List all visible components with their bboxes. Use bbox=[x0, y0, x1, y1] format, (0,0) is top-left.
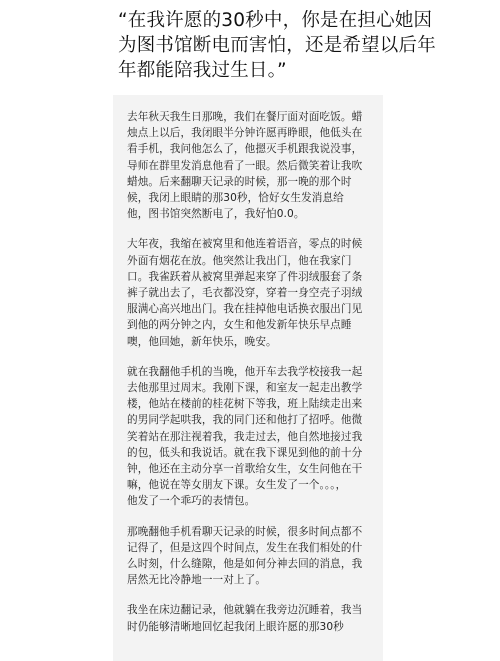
paragraph-bedside bbox=[127, 602, 373, 634]
text-line: 嘛，他说在等女朋友下课。女生发了一个。。。， bbox=[127, 479, 347, 492]
text-line: 去他那里过周末。我刚下课，和室友一起走出教学 bbox=[127, 382, 363, 395]
story-text-body bbox=[127, 109, 373, 649]
text-line: 大年夜，我缩在被窝里和他连着语音，零点的时候 bbox=[127, 238, 363, 251]
text-line: 候，我闭上眼睛的那30秒，恰好女生发消息给 bbox=[127, 192, 344, 205]
paragraph-new-year-eve bbox=[127, 236, 373, 349]
text-line: 服满心高兴地出门。我在挂掉他电话换衣服出门见 bbox=[127, 303, 363, 316]
text-line: 笑着站在那注视着我，我走过去，他自然地接过我 bbox=[127, 430, 363, 443]
paragraph-reading-records bbox=[127, 524, 373, 589]
text-line: 他发了一个乖巧的表情包。 bbox=[127, 495, 256, 508]
text-line: 他，图书馆突然断电了，我好怕0.0。 bbox=[127, 208, 305, 221]
text-line: 到他的两分钟之内，女生和他发新年快乐早点睡 bbox=[127, 319, 352, 332]
paragraph-birthday bbox=[127, 109, 373, 222]
text-line: 记得了，但是这四个时间点，发生在我们相处的什 bbox=[127, 541, 363, 554]
headline-line: 年都能陪我过生日。” bbox=[118, 60, 287, 81]
text-line: 导师在群里发消息他看了一眼。然后微笑着让我吹 bbox=[127, 159, 363, 172]
text-line: 看手机，我问他怎么了，他摁灭手机跟我说没事， bbox=[127, 143, 363, 156]
text-line: 的男同学起哄我，我的同门还和他打了招呼。他微 bbox=[127, 414, 363, 427]
text-line: 烛点上以后，我闭眼半分钟许愿再睁眼，他低头在 bbox=[127, 127, 363, 140]
headline-quote bbox=[118, 8, 486, 83]
story-text-card bbox=[113, 95, 383, 661]
text-line: 楼，他站在楼前的桂花树下等我，班上陆续走出来 bbox=[127, 398, 363, 411]
text-line: 口。我雀跃着从被窝里弹起来穿了件羽绒服套了条 bbox=[127, 270, 363, 283]
text-line: 居然无比冷静地一一对上了。 bbox=[127, 574, 267, 587]
text-line: 外面有烟花在放。他突然让我出门，他在我家门 bbox=[127, 254, 352, 267]
text-line: 钟，他还在主动分享一首歌给女生，女生问他在干 bbox=[127, 463, 363, 476]
text-line: 我坐在床边翻记录，他就躺在我旁边沉睡着，我当 bbox=[127, 604, 363, 617]
text-line: 那晚翻他手机看聊天记录的时候，很多时间点都不 bbox=[127, 525, 363, 538]
text-line: 噢，他回她，新年快乐，晚安。 bbox=[127, 335, 277, 348]
text-line: 么时刻，什么缝隙，他是如何分神去回的消息，我 bbox=[127, 558, 363, 571]
text-line: 的包，低头和我说话。就在我下课见到他的前十分 bbox=[127, 446, 363, 459]
headline-line: “在我许愿的30秒中，你是在担心她因 bbox=[118, 10, 433, 31]
paragraph-school-pickup bbox=[127, 364, 373, 510]
headline-line: 为图书馆断电而害怕，还是希望以后年 bbox=[118, 35, 436, 56]
text-line: 去年秋天我生日那晚，我们在餐厅面对面吃饭。蜡 bbox=[127, 111, 363, 123]
text-line: 就在我翻他手机的当晚，他开车去我学校接我一起 bbox=[127, 365, 363, 378]
text-line: 裤子就出去了，毛衣都没穿，穿着一身空壳子羽绒 bbox=[127, 287, 363, 300]
text-line: 时仍能够清晰地回忆起我闭上眼许愿的那30秒 bbox=[127, 620, 344, 633]
text-line: 蜡烛。后来翻聊天记录的时候，那一晚的那个时 bbox=[127, 175, 352, 188]
